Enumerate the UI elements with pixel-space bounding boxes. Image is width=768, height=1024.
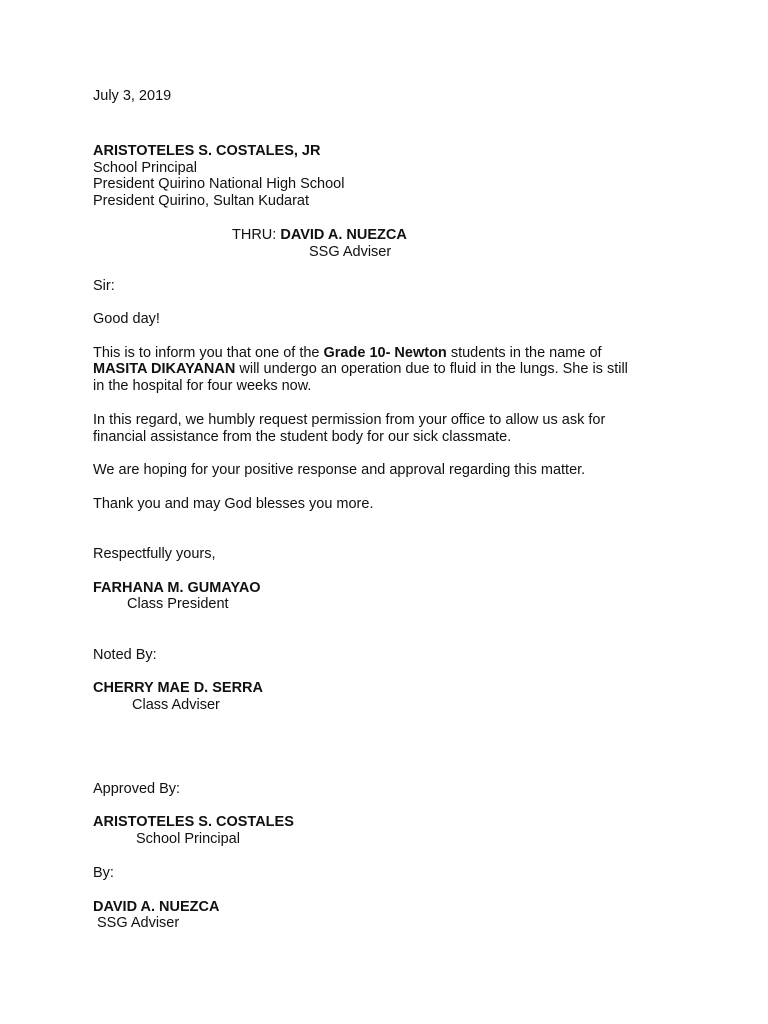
body-paragraph-3: We are hoping for your positive response and approval regarding this matter. xyxy=(93,462,586,478)
approved-label: Approved By: xyxy=(93,781,181,797)
thru-label: THRU: xyxy=(232,227,277,243)
noted-label: Noted By: xyxy=(93,647,157,663)
sender-title: Class President xyxy=(127,596,229,612)
by-label: By: xyxy=(93,865,114,881)
thru-title: SSG Adviser xyxy=(309,244,392,260)
noted-title: Class Adviser xyxy=(132,697,220,713)
body-paragraph-2-line-2: financial assistance from the student body for our sick classmate. xyxy=(93,429,512,445)
body-paragraph-1-line-1: This is to inform you that one of the Grade 10- Newton students in the name of xyxy=(93,345,602,361)
by-name: DAVID A. NUEZCA xyxy=(93,899,220,915)
thru-line xyxy=(232,227,407,244)
body-paragraph-2-line-1: In this regard, we humbly request permission from your office to allow us ask for xyxy=(93,412,606,428)
salutation: Sir: xyxy=(93,278,115,294)
sender-name: FARHANA M. GUMAYAO xyxy=(93,580,261,596)
recipient-title: School Principal xyxy=(93,160,197,176)
body-paragraph-1-line-3: in the hospital for four weeks now. xyxy=(93,378,312,394)
thru-name: DAVID A. NUEZCA xyxy=(280,227,407,243)
recipient-school: President Quirino National High School xyxy=(93,176,345,192)
closing: Respectfully yours, xyxy=(93,546,216,562)
body-paragraph-1-line-2: MASITA DIKAYANAN will undergo an operation due to fluid in the lungs. She is still xyxy=(93,361,628,377)
recipient-address: President Quirino, Sultan Kudarat xyxy=(93,193,310,209)
approved-title: School Principal xyxy=(136,831,240,847)
letter-date: July 3, 2019 xyxy=(93,88,172,104)
greeting: Good day! xyxy=(93,311,160,327)
noted-name: CHERRY MAE D. SERRA xyxy=(93,680,263,696)
by-title: SSG Adviser xyxy=(97,915,180,931)
body-paragraph-4: Thank you and may God blesses you more. xyxy=(93,496,374,512)
recipient-name: ARISTOTELES S. COSTALES, JR xyxy=(93,143,321,159)
approved-name: ARISTOTELES S. COSTALES xyxy=(93,814,294,830)
